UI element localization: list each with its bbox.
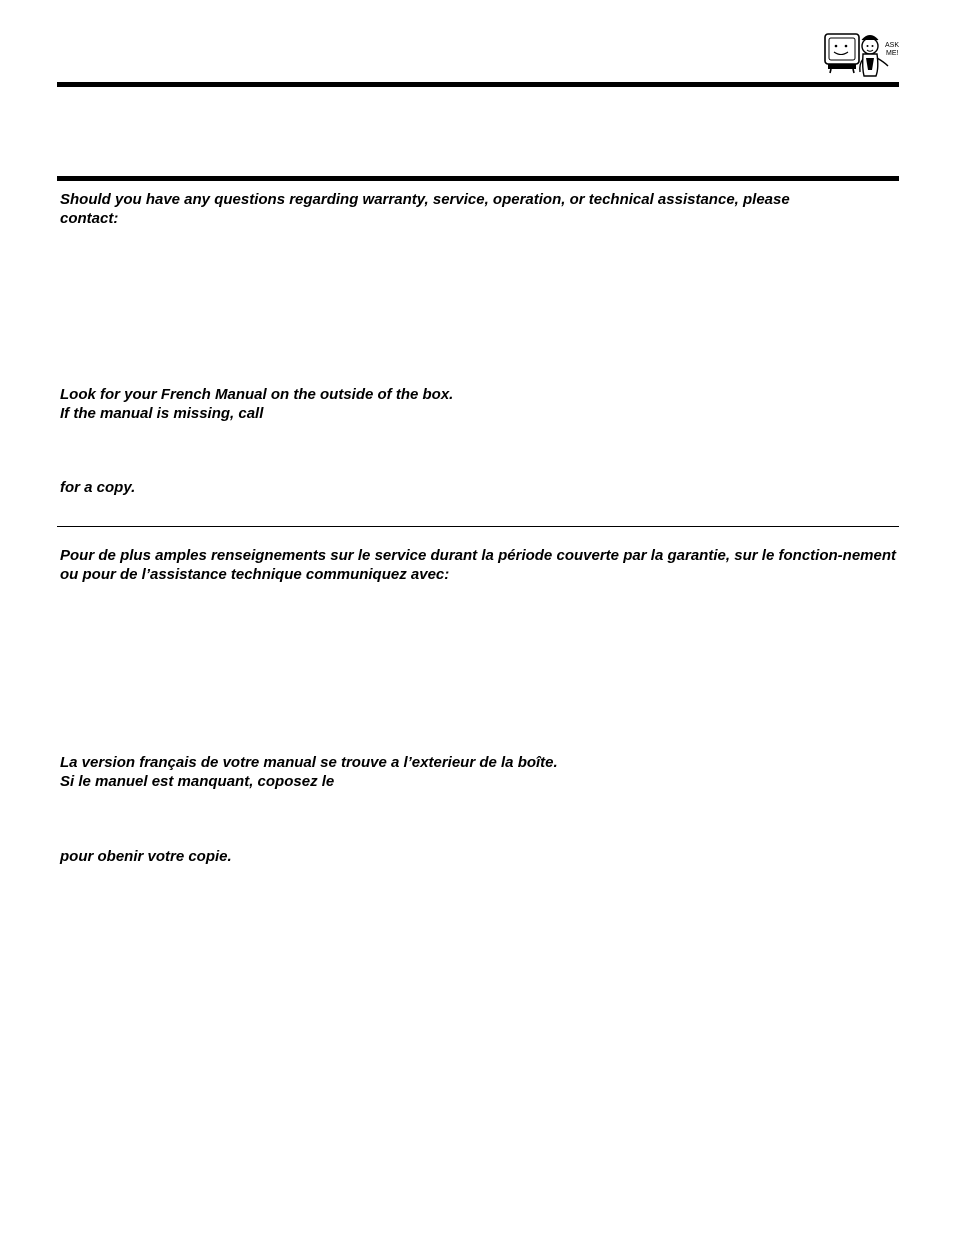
logo-text-ask: ASK — [885, 42, 900, 49]
french-copy-line: pour obenir votre copie. — [60, 848, 232, 865]
english-contact-line-1: Should you have any questions regarding warranty, service, operation, or technical assistance, please — [60, 191, 790, 208]
english-contact-text — [60, 190, 896, 228]
english-manual-line-2: If the manual is missing, call — [60, 405, 264, 422]
french-contact-text: Pour de plus amples renseignements sur le service durant la période couverte par la garantie, sur le fonction-nement ou pour de l’assistance technique communiquez avec: — [60, 547, 896, 583]
french-manual-line-2: Si le manuel est manquant, coposez le — [60, 773, 335, 790]
english-contact-line-2: contact: — [60, 210, 119, 227]
logo-text-me: ME! — [886, 50, 899, 57]
english-copy-line: for a copy. — [60, 479, 136, 496]
header-rule — [57, 82, 899, 87]
english-manual-line-1: Look for your French Manual on the outside of the box. — [60, 386, 454, 403]
ask-me-mascot-icon — [822, 28, 900, 80]
section-rule — [57, 176, 899, 181]
french-manual-line-1: La version français de votre manual se trouve a l’exterieur de la boîte. — [60, 754, 558, 771]
language-divider — [57, 526, 899, 527]
french-manual-notice — [60, 753, 896, 791]
english-manual-notice — [60, 385, 896, 423]
